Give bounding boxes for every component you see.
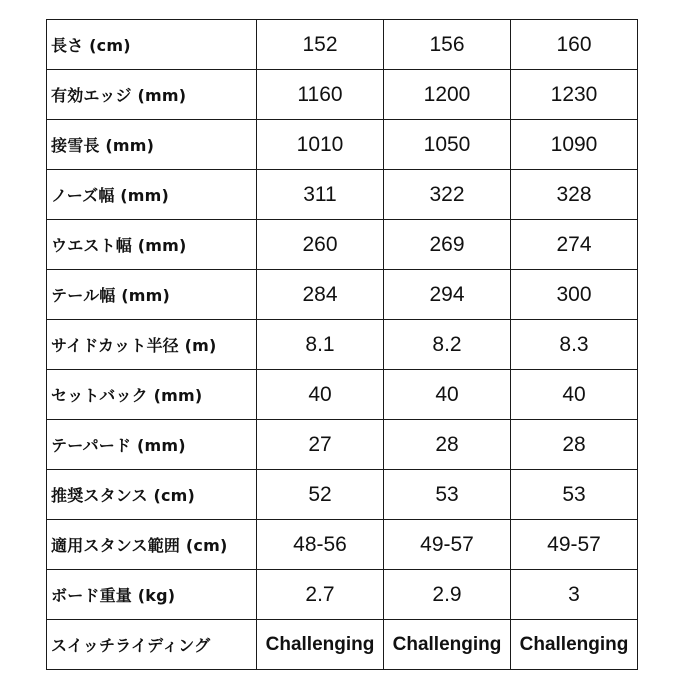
table-cell: 2.9: [384, 570, 511, 620]
table-cell: 40: [511, 370, 638, 420]
table-cell: 40: [257, 370, 384, 420]
table-cell: 274: [511, 220, 638, 270]
table-cell: 152: [257, 20, 384, 70]
spec-table: [46, 19, 638, 670]
table-cell: 300: [511, 270, 638, 320]
table-cell: 53: [511, 470, 638, 520]
row-label-switch-riding: スイッチライディング: [47, 620, 257, 670]
table-row: [47, 370, 638, 420]
table-cell: 284: [257, 270, 384, 320]
table-row: [47, 220, 638, 270]
table-row: [47, 120, 638, 170]
table-cell: 2.7: [257, 570, 384, 620]
table-row: [47, 20, 638, 70]
table-row: [47, 70, 638, 120]
table-row: [47, 570, 638, 620]
table-cell: Challenging: [511, 620, 638, 670]
table-cell: 322: [384, 170, 511, 220]
row-label-setback: セットバック (mm): [47, 370, 257, 420]
table-cell: 53: [384, 470, 511, 520]
table-row: [47, 620, 638, 670]
table-cell: 1090: [511, 120, 638, 170]
row-label-sidecut-radius: サイドカット半径 (m): [47, 320, 257, 370]
table-cell: 1160: [257, 70, 384, 120]
row-label-nose-width: ノーズ幅 (mm): [47, 170, 257, 220]
table-row: [47, 170, 638, 220]
table-cell: 1200: [384, 70, 511, 120]
table-cell: 294: [384, 270, 511, 320]
table-cell: 49-57: [384, 520, 511, 570]
row-label-recommended-stance: 推奨スタンス (cm): [47, 470, 257, 520]
table-cell: 8.1: [257, 320, 384, 370]
table-row: [47, 470, 638, 520]
table-cell: 27: [257, 420, 384, 470]
table-cell: 28: [384, 420, 511, 470]
row-label-waist-width: ウエスト幅 (mm): [47, 220, 257, 270]
table-cell: 260: [257, 220, 384, 270]
table-cell: 48-56: [257, 520, 384, 570]
table-cell: 269: [384, 220, 511, 270]
row-label-board-weight: ボード重量 (kg): [47, 570, 257, 620]
table-cell: 311: [257, 170, 384, 220]
table-cell: 3: [511, 570, 638, 620]
table-cell: 52: [257, 470, 384, 520]
table-cell: 40: [384, 370, 511, 420]
table-cell: 156: [384, 20, 511, 70]
row-label-contact-length: 接雪長 (mm): [47, 120, 257, 170]
table-row: [47, 270, 638, 320]
table-cell: Challenging: [257, 620, 384, 670]
row-label-effective-edge: 有効エッジ (mm): [47, 70, 257, 120]
table-cell: 28: [511, 420, 638, 470]
table-cell: 160: [511, 20, 638, 70]
table-cell: Challenging: [384, 620, 511, 670]
table-cell: 328: [511, 170, 638, 220]
table-row: [47, 320, 638, 370]
row-label-tapered: テーパード (mm): [47, 420, 257, 470]
table-cell: 1050: [384, 120, 511, 170]
table-row: [47, 420, 638, 470]
table-cell: 8.2: [384, 320, 511, 370]
table-cell: 8.3: [511, 320, 638, 370]
table-row: [47, 520, 638, 570]
table-cell: 1010: [257, 120, 384, 170]
table-cell: 1230: [511, 70, 638, 120]
row-label-stance-range: 適用スタンス範囲 (cm): [47, 520, 257, 570]
row-label-tail-width: テール幅 (mm): [47, 270, 257, 320]
table-cell: 49-57: [511, 520, 638, 570]
row-label-length: 長さ (cm): [47, 20, 257, 70]
